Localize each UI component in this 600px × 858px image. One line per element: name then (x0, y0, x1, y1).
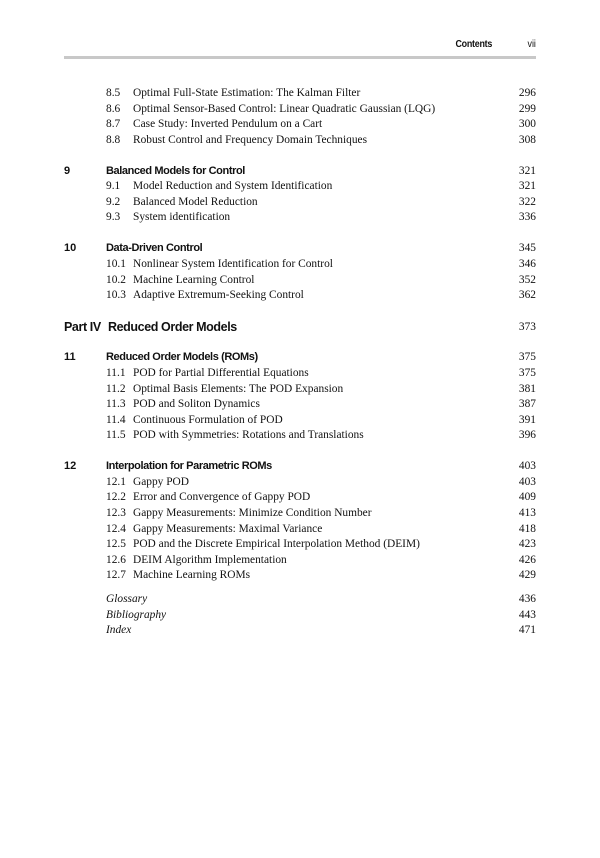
section-title: Error and Convergence of Gappy POD (133, 491, 311, 504)
spacer (64, 335, 536, 350)
section-page: 426 (518, 553, 536, 566)
section-title: Nonlinear System Identification for Control (133, 257, 333, 270)
spacer (64, 584, 536, 592)
toc-section-11-1[interactable] (64, 366, 536, 382)
toc-section-9-3[interactable] (64, 210, 536, 226)
toc-index[interactable] (64, 623, 536, 639)
section-page: 375 (518, 366, 536, 379)
section-page: 346 (518, 257, 536, 270)
toc-section-10-3[interactable] (64, 288, 536, 304)
toc-chapter-12[interactable] (64, 459, 536, 475)
section-title: DEIM Algorithm Implementation (133, 553, 287, 566)
toc-section-12-6[interactable] (64, 553, 536, 569)
toc-section-12-4[interactable] (64, 522, 536, 538)
section-page: 391 (518, 413, 536, 426)
section-page: 300 (518, 118, 536, 131)
section-page: 429 (518, 569, 536, 582)
section-page: 352 (518, 273, 536, 286)
section-number: 8.6 (106, 102, 121, 115)
section-title: POD with Symmetries: Rotations and Translations (133, 429, 364, 442)
chapter-number: 9 (64, 164, 71, 177)
section-title: Continuous Formulation of POD (133, 413, 283, 426)
back-matter-title: Index (106, 624, 132, 637)
section-page: 321 (518, 180, 536, 193)
section-page: 403 (518, 475, 536, 488)
section-number: 9.2 (106, 195, 121, 208)
section-page: 322 (518, 195, 536, 208)
section-title: Optimal Basis Elements: The POD Expansion (133, 382, 344, 395)
section-number: 12.3 (106, 506, 126, 519)
section-number: 8.7 (106, 118, 121, 131)
back-matter-title: Glossary (106, 592, 148, 605)
chapter-title: Balanced Models for Control (106, 164, 245, 177)
toc-section-12-3[interactable] (64, 506, 536, 522)
section-number: 8.5 (106, 87, 121, 99)
part-number: Part IV (64, 320, 101, 335)
chapter-title: Data-Driven Control (106, 242, 203, 255)
back-matter-title: Bibliography (106, 608, 167, 621)
chapter-number: 11 (64, 351, 76, 364)
section-page: 296 (518, 87, 536, 99)
section-title: Gappy POD (133, 475, 190, 488)
spacer (64, 444, 536, 459)
section-title: Case Study: Inverted Pendulum on a Cart (133, 118, 323, 131)
toc-section-12-7[interactable] (64, 568, 536, 584)
chapter-page: 345 (518, 242, 536, 255)
section-page: 413 (518, 506, 536, 519)
back-matter-page: 436 (518, 592, 536, 605)
section-title: Balanced Model Reduction (133, 195, 258, 208)
section-number: 11.1 (106, 366, 126, 379)
section-number: 9.3 (106, 211, 121, 224)
back-matter-page: 471 (518, 624, 536, 637)
page-number: vii (527, 38, 536, 50)
section-number: 12.5 (106, 538, 126, 551)
chapter-title: Interpolation for Parametric ROMs (106, 460, 272, 473)
section-title: POD and Soliton Dynamics (133, 398, 260, 411)
toc-section-8-6[interactable] (64, 102, 536, 118)
section-number: 12.4 (106, 522, 126, 535)
section-number: 11.5 (106, 429, 126, 442)
chapter-number: 12 (64, 460, 77, 473)
chapter-page: 403 (518, 460, 536, 473)
section-title: POD for Partial Differential Equations (133, 366, 309, 379)
section-title: Gappy Measurements: Maximal Variance (133, 522, 323, 535)
spacer (64, 148, 536, 163)
back-matter-page: 443 (518, 608, 536, 621)
toc-chapter-10[interactable] (64, 241, 536, 257)
section-title: Optimal Full-State Estimation: The Kalman Filter (133, 87, 361, 99)
section-number: 12.1 (106, 475, 126, 488)
section-number: 11.2 (106, 382, 126, 395)
section-page: 381 (518, 382, 536, 395)
toc-section-11-5[interactable] (64, 428, 536, 444)
toc-section-11-2[interactable] (64, 382, 536, 398)
toc-section-10-2[interactable] (64, 273, 536, 289)
toc-section-9-2[interactable] (64, 195, 536, 211)
section-title: Machine Learning ROMs (133, 569, 251, 582)
section-title: Gappy Measurements: Minimize Condition Number (133, 506, 372, 519)
chapter-page: 375 (518, 351, 536, 364)
section-page: 418 (518, 522, 536, 535)
toc-section-12-5[interactable] (64, 537, 536, 553)
section-title: Model Reduction and System Identification (133, 180, 333, 193)
section-number: 12.7 (106, 569, 126, 582)
chapter-title: Reduced Order Models (ROMs) (106, 351, 258, 364)
toc-part-4[interactable] (64, 319, 536, 335)
section-title: POD and the Discrete Empirical Interpolation Method (DEIM) (133, 538, 420, 551)
toc-section-8-8[interactable] (64, 133, 536, 149)
toc-section-9-1[interactable] (64, 179, 536, 195)
toc-section-10-1[interactable] (64, 257, 536, 273)
section-title: Optimal Sensor-Based Control: Linear Quadratic Gaussian (LQG) (133, 102, 436, 115)
chapter-number: 10 (64, 242, 77, 255)
section-number: 10.3 (106, 289, 126, 302)
section-page: 362 (518, 289, 536, 302)
running-header-title: Contents (455, 38, 492, 50)
toc-chapter-9[interactable] (64, 164, 536, 180)
toc-section-12-1[interactable] (64, 475, 536, 491)
section-page: 336 (518, 211, 536, 224)
section-title: Machine Learning Control (133, 273, 255, 286)
section-number: 12.6 (106, 553, 126, 566)
section-number: 11.4 (106, 413, 126, 426)
section-number: 10.1 (106, 257, 126, 270)
section-number: 12.2 (106, 491, 126, 504)
spacer (64, 304, 536, 319)
toc-section-11-4[interactable] (64, 413, 536, 429)
toc-bibliography[interactable] (64, 608, 536, 624)
section-page: 423 (518, 538, 536, 551)
toc-section-12-2[interactable] (64, 490, 536, 506)
spacer (64, 226, 536, 241)
section-number: 11.3 (106, 398, 126, 411)
section-page: 387 (518, 398, 536, 411)
part-title: Reduced Order Models (108, 320, 237, 335)
chapter-page: 321 (518, 164, 536, 177)
toc-chapter-11[interactable] (64, 350, 536, 366)
section-number: 8.8 (106, 133, 121, 146)
table-of-contents (64, 86, 536, 639)
header-rule (64, 56, 536, 59)
toc-glossary[interactable] (64, 592, 536, 608)
section-number: 10.2 (106, 273, 126, 286)
section-page: 299 (518, 102, 536, 115)
section-page: 396 (518, 429, 536, 442)
running-header (64, 38, 536, 52)
toc-section-8-7[interactable] (64, 117, 536, 133)
section-title: System identification (133, 211, 231, 224)
part-page: 373 (518, 321, 536, 334)
section-page: 409 (518, 491, 536, 504)
toc-section-8-5[interactable] (64, 86, 536, 102)
section-title: Adaptive Extremum-Seeking Control (133, 289, 304, 302)
section-number: 9.1 (106, 180, 121, 193)
section-page: 308 (518, 133, 536, 146)
toc-section-11-3[interactable] (64, 397, 536, 413)
section-title: Robust Control and Frequency Domain Techniques (133, 133, 368, 146)
